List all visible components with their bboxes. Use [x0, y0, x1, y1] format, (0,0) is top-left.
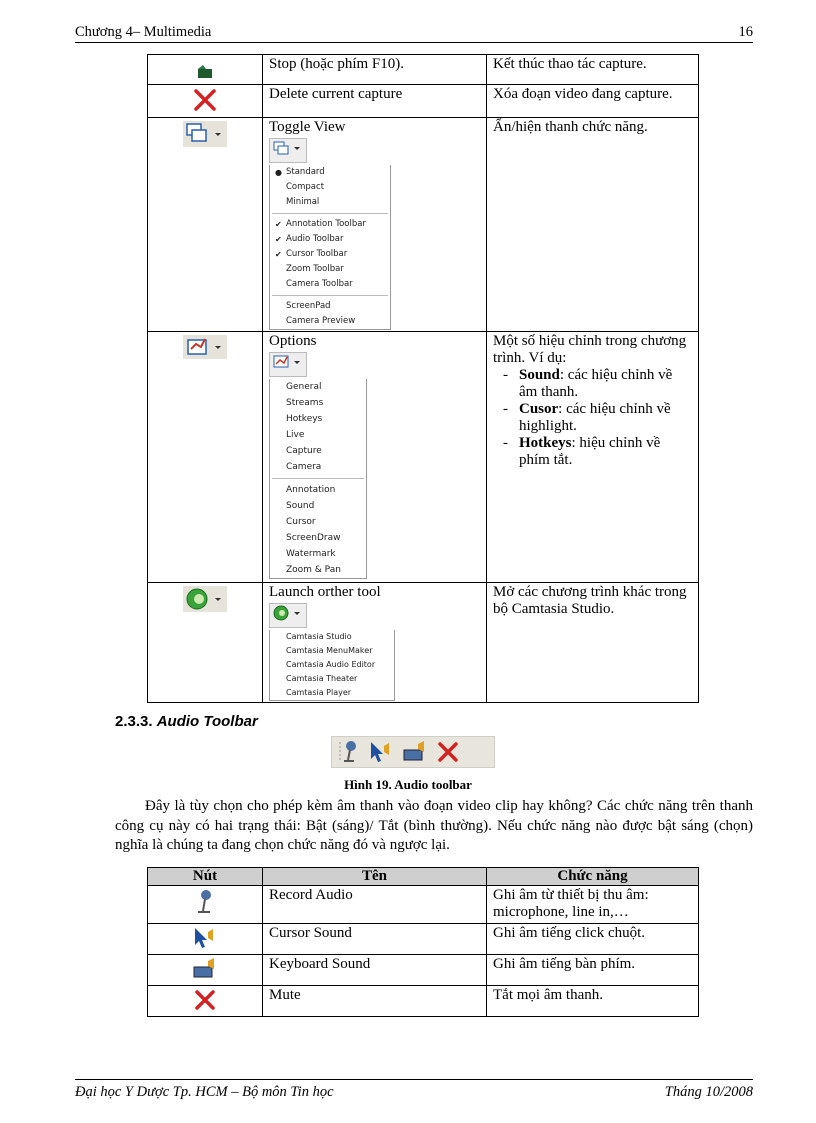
menu-item[interactable]: Camtasia Studio — [286, 632, 352, 641]
page-footer — [75, 1079, 753, 1101]
menu-item[interactable]: Hotkeys — [286, 414, 323, 424]
button-desc: Kết thúc thao tác capture. — [487, 55, 699, 85]
microphone-icon — [338, 740, 360, 764]
audio-buttons-table — [147, 867, 699, 1017]
cursor-sound-icon — [192, 927, 218, 949]
menu-item[interactable]: Zoom Toolbar — [286, 264, 344, 274]
body-paragraph: Đây là tùy chọn cho phép kèm âm thanh vào đoạn video clip hay không? Các chức năng trên thanh công cụ này có hai trạng thái: Bật (sáng)/ Tắt (bình thường). Nếu chức năng nào được bật sáng (chọn) nghĩa là chúng ta đang chọn chức năng đó và ngược lại. — [115, 798, 753, 853]
table-row — [148, 118, 699, 332]
menu-item[interactable]: Camera Toolbar — [286, 279, 353, 289]
menu-item[interactable]: Capture — [286, 446, 322, 456]
page-number: 16 — [738, 24, 753, 40]
menu-item[interactable]: ScreenPad — [286, 301, 331, 311]
toggle-view-dropdown-icon — [269, 138, 307, 163]
list-item: - Cusor: các hiệu chỉnh về highlight. — [503, 401, 692, 435]
check-icon: ✔ — [275, 220, 282, 229]
menu-item[interactable]: Camtasia Theater — [286, 674, 358, 683]
button-name: Mute — [263, 986, 487, 1017]
column-header: Tên — [263, 868, 487, 886]
button-name: Launch orther tool — [269, 584, 381, 600]
button-desc: Ẩn/hiện thanh chức năng. — [487, 118, 699, 332]
table-row — [148, 986, 699, 1017]
check-icon: ✔ — [275, 250, 282, 259]
table-row — [148, 583, 699, 703]
menu-separator — [272, 295, 388, 296]
table-row — [148, 886, 699, 924]
menu-item[interactable]: Annotation — [286, 485, 336, 495]
figure-caption: Hình 19. Audio toolbar — [344, 777, 472, 792]
mute-icon — [194, 989, 216, 1011]
menu-item[interactable]: Compact — [286, 182, 325, 192]
keyboard-sound-icon — [402, 740, 428, 764]
menu-item[interactable]: ✔ Annotation Toolbar — [270, 217, 390, 232]
keyboard-sound-icon — [192, 958, 218, 980]
audio-toolbar-figure — [331, 736, 495, 768]
toolbar-buttons-table — [147, 54, 699, 703]
menu-item[interactable]: ScreenDraw — [286, 533, 341, 543]
launch-menu — [269, 630, 395, 701]
menu-item[interactable]: General — [286, 382, 322, 392]
menu-item[interactable]: ✔ Cursor Toolbar — [270, 247, 390, 262]
launch-tool-icon — [183, 586, 227, 612]
menu-item[interactable]: Watermark — [286, 549, 336, 559]
table-row — [148, 924, 699, 955]
table-header-row — [148, 868, 699, 886]
menu-separator — [272, 213, 388, 214]
button-name: Cursor Sound — [263, 924, 487, 955]
menu-item[interactable]: Zoom & Pan — [286, 565, 341, 575]
check-icon: ✔ — [275, 235, 282, 244]
cursor-sound-icon — [368, 740, 394, 764]
button-name: Delete current capture — [263, 85, 487, 118]
menu-item[interactable]: ● Standard — [270, 165, 390, 180]
menu-separator — [272, 478, 364, 479]
options-menu — [269, 379, 367, 579]
button-desc: Xóa đoạn video đang capture. — [487, 85, 699, 118]
menu-item[interactable]: Minimal — [286, 197, 320, 207]
table-row — [148, 955, 699, 986]
menu-item[interactable]: Camtasia MenuMaker — [286, 646, 373, 655]
button-desc: Tắt mọi âm thanh. — [487, 986, 699, 1017]
list-item: - Hotkeys: hiệu chỉnh về phím tắt. — [503, 435, 692, 469]
menu-item[interactable]: ✔ Audio Toolbar — [270, 232, 390, 247]
table-row — [148, 85, 699, 118]
mute-icon — [436, 740, 460, 764]
section-heading: 2.3.3. Audio Toolbar — [115, 713, 258, 730]
stop-icon — [197, 63, 213, 79]
button-name: Options — [269, 333, 317, 349]
menu-item[interactable]: Streams — [286, 398, 324, 408]
page-header — [75, 24, 753, 43]
toggle-view-menu — [269, 165, 391, 330]
menu-item[interactable]: Camtasia Player — [286, 688, 352, 697]
options-desc-intro: Một số hiệu chỉnh trong chương trình. Ví dụ: — [493, 333, 687, 366]
button-desc: Ghi âm tiếng bàn phím. — [487, 955, 699, 986]
launch-dropdown-icon — [269, 603, 307, 628]
toggle-view-icon — [183, 121, 227, 147]
footer-date: Tháng 10/2008 — [664, 1084, 753, 1100]
options-dropdown-icon — [269, 352, 307, 377]
bullet-icon: ● — [275, 168, 282, 177]
chapter-title: Chương 4– Multimedia — [75, 24, 212, 40]
button-name: Keyboard Sound — [263, 955, 487, 986]
button-desc: Ghi âm từ thiết bị thu âm: microphone, line in,… — [487, 886, 699, 924]
menu-item[interactable]: Sound — [286, 501, 315, 511]
menu-item[interactable]: Camtasia Audio Editor — [286, 660, 376, 669]
button-name: Stop (hoặc phím F10). — [263, 55, 487, 85]
table-row — [148, 332, 699, 583]
footer-institution: Đại học Y Dược Tp. HCM – Bộ môn Tin học — [75, 1084, 334, 1100]
menu-item[interactable]: Live — [286, 430, 305, 440]
options-desc-list — [493, 367, 692, 469]
table-row — [148, 55, 699, 85]
button-name: Record Audio — [263, 886, 487, 924]
menu-item[interactable]: Camera Preview — [286, 316, 356, 326]
menu-item[interactable]: Cursor — [286, 517, 316, 527]
button-desc: Ghi âm tiếng click chuột. — [487, 924, 699, 955]
column-header: Chức năng — [487, 868, 699, 886]
button-desc: Mở các chương trình khác trong bộ Camtasia Studio. — [487, 583, 699, 703]
menu-item[interactable]: Camera — [286, 462, 322, 472]
list-item: - Sound: các hiệu chỉnh về âm thanh. — [503, 367, 692, 401]
microphone-icon — [195, 889, 215, 915]
button-name: Toggle View — [269, 119, 346, 135]
delete-icon — [193, 88, 217, 112]
column-header: Nút — [148, 868, 263, 886]
options-icon — [183, 335, 227, 359]
